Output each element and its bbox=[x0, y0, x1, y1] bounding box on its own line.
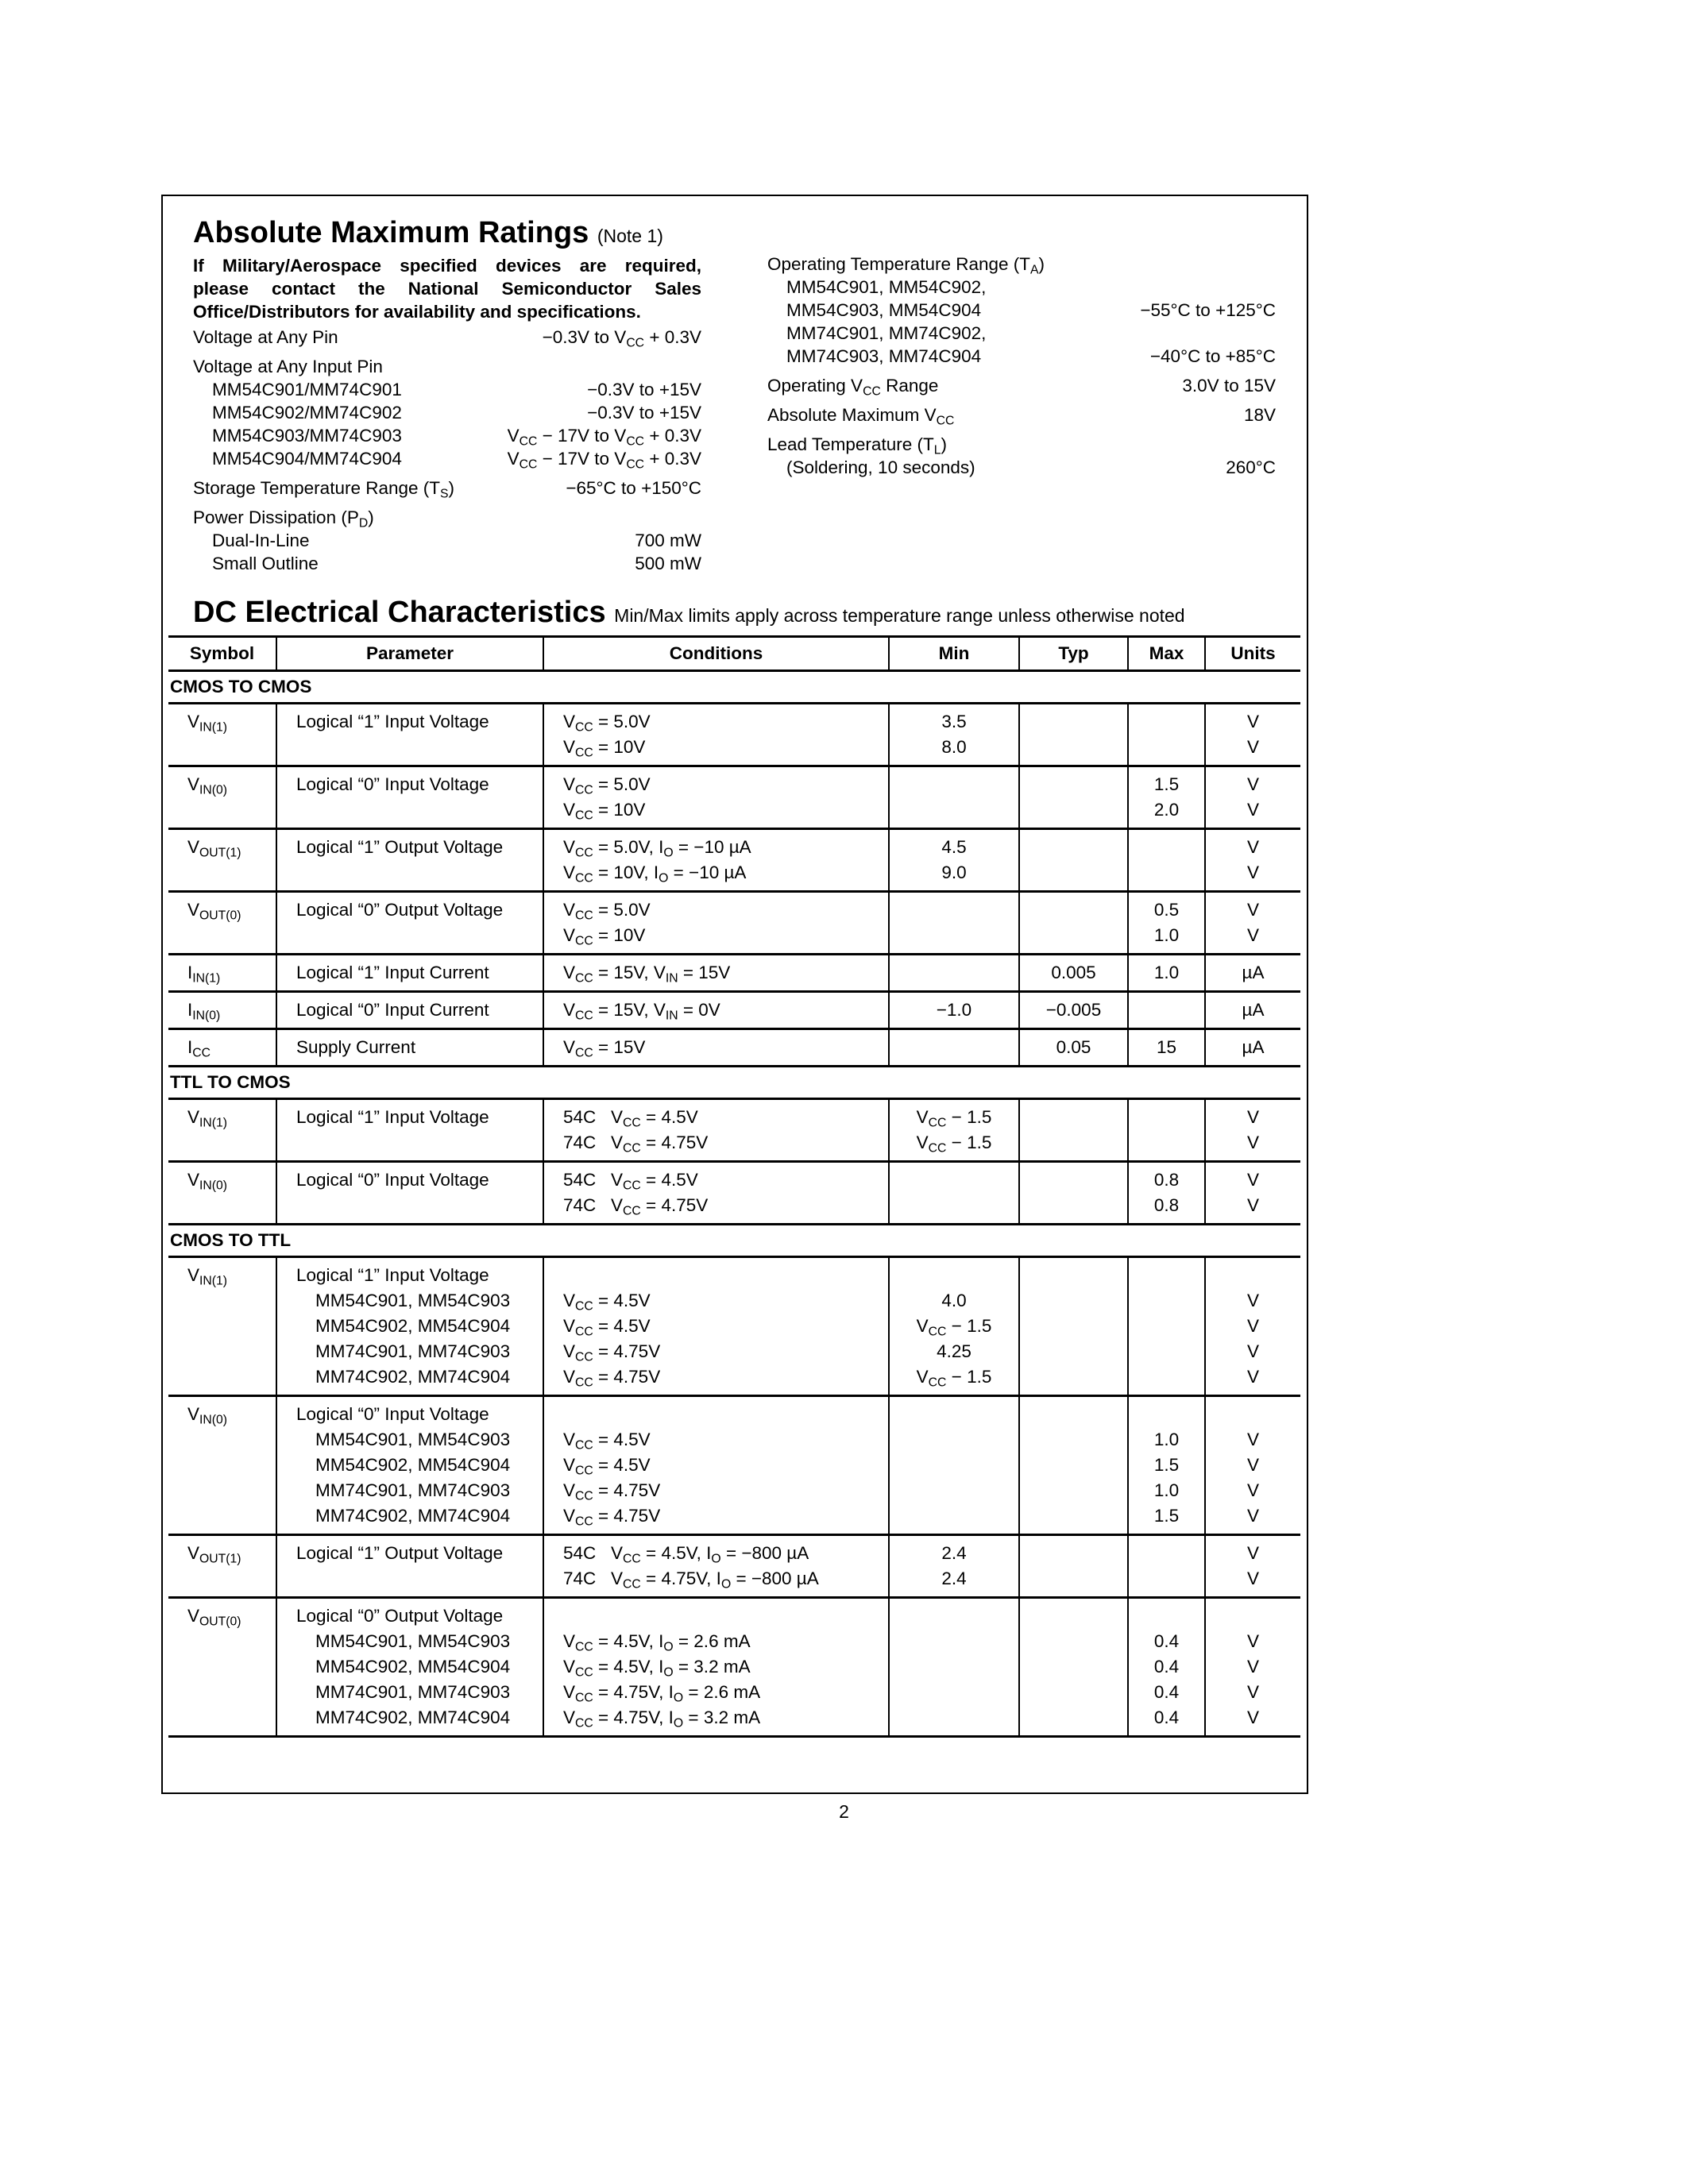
typ-cell bbox=[1019, 1396, 1128, 1535]
rating-label: (Soldering, 10 seconds) bbox=[786, 457, 975, 477]
min-cell: 2.4 2.4 bbox=[889, 1535, 1019, 1598]
units-cell: V V bbox=[1205, 829, 1300, 892]
units-cell: V V V V bbox=[1205, 1257, 1300, 1396]
units-cell: µA bbox=[1205, 1029, 1300, 1067]
symbol-cell: $V_{OUT(1)}$ bbox=[168, 829, 276, 892]
min-cell: 4.5 9.0 bbox=[889, 829, 1019, 892]
units-cell: V V V V bbox=[1205, 1598, 1300, 1737]
rating-value: 700 mW bbox=[635, 531, 701, 550]
max-cell: 0.4 0.4 0.4 0.4 bbox=[1128, 1598, 1205, 1737]
units-cell: V V bbox=[1205, 892, 1300, 955]
max-cell: 1.5 2.0 bbox=[1128, 766, 1205, 829]
rating-label: Voltage at Any Pin bbox=[193, 327, 338, 347]
symbol-cell: $V_{IN(0)}$ bbox=[168, 766, 276, 829]
mil-line: If Military/Aerospace specified devices are required, bbox=[193, 256, 701, 276]
symbol-cell: $V_{OUT(1)}$ bbox=[168, 1535, 276, 1598]
conditions-cell: $V_{CC} = 15V$ bbox=[543, 1029, 889, 1067]
typ-cell bbox=[1019, 829, 1128, 892]
section-row bbox=[168, 671, 1300, 704]
rating-value: $V_{CC} - 17V$ to $V_{CC} + 0.3V$ bbox=[507, 426, 701, 449]
header-units: Units bbox=[1205, 637, 1300, 671]
min-cell: 3.5 8.0 bbox=[889, 704, 1019, 766]
rating-label: MM54C903/MM74C903 bbox=[212, 426, 402, 446]
parameter-cell: Logical “1” Input Voltage bbox=[276, 1099, 543, 1162]
conditions-cell: $V_{CC} = 4.5V$ $V_{CC} = 4.5V$ $V_{CC} = 4.75V$ $V_{CC} = 4.75V$ bbox=[543, 1396, 889, 1535]
rating-label: Storage Temperature Range $(T_S)$ bbox=[193, 478, 455, 501]
rating-label: Voltage at Any Input Pin bbox=[193, 357, 383, 376]
rating-value: −0.3V to +15V bbox=[587, 380, 701, 399]
rating-label: MM74C901, MM74C902, bbox=[786, 323, 987, 343]
min-cell bbox=[889, 1396, 1019, 1535]
typ-cell: 0.05 bbox=[1019, 1029, 1128, 1067]
table-row bbox=[168, 766, 1300, 829]
units-cell: V V bbox=[1205, 704, 1300, 766]
section-title: CMOS TO TTL bbox=[168, 1225, 1300, 1257]
section-title: CMOS TO CMOS bbox=[168, 671, 1300, 704]
conditions-cell: $V_{CC} = 5.0V$ $V_{CC} = 10V$ bbox=[543, 892, 889, 955]
rating-value: −40°C to +85°C bbox=[1149, 346, 1276, 366]
absolute-maximum-ratings-title: Absolute Maximum Ratings (Note 1) bbox=[193, 216, 663, 249]
table-row bbox=[168, 992, 1300, 1029]
typ-cell: −0.005 bbox=[1019, 992, 1128, 1029]
header-min: Min bbox=[889, 637, 1019, 671]
parameter-cell: Logical “0” Output Voltage MM54C901, MM54C903 MM54C902, MM54C904 MM74C901, MM74C903 MM74C902, MM74C904 bbox=[276, 1598, 543, 1737]
symbol-cell: $V_{OUT(0)}$ bbox=[168, 1598, 276, 1737]
page-number: 2 bbox=[839, 1801, 849, 1822]
max-cell bbox=[1128, 992, 1205, 1029]
parameter-cell: Logical “0” Output Voltage bbox=[276, 892, 543, 955]
symbol-cell: $V_{IN(0)}$ bbox=[168, 1162, 276, 1225]
units-cell: V V bbox=[1205, 1535, 1300, 1598]
symbol-cell: $V_{OUT(0)}$ bbox=[168, 892, 276, 955]
military-aerospace-notice bbox=[193, 254, 701, 323]
units-cell: µA bbox=[1205, 992, 1300, 1029]
rating-value: −65°C to +150°C bbox=[566, 478, 701, 498]
min-cell bbox=[889, 955, 1019, 992]
units-cell: V V V V bbox=[1205, 1396, 1300, 1535]
rating-label: MM54C902/MM74C902 bbox=[212, 403, 402, 423]
units-cell: µA bbox=[1205, 955, 1300, 992]
max-cell bbox=[1128, 829, 1205, 892]
max-cell bbox=[1128, 1535, 1205, 1598]
header-conditions: Conditions bbox=[543, 637, 889, 671]
header-max: Max bbox=[1128, 637, 1205, 671]
max-cell bbox=[1128, 704, 1205, 766]
min-cell bbox=[889, 892, 1019, 955]
max-cell: 1.0 bbox=[1128, 955, 1205, 992]
section-title: TTL TO CMOS bbox=[168, 1067, 1300, 1099]
conditions-cell: $V_{CC} = 4.5V$ $V_{CC} = 4.5V$ $V_{CC} = 4.75V$ $V_{CC} = 4.75V$ bbox=[543, 1257, 889, 1396]
units-cell: V V bbox=[1205, 1162, 1300, 1225]
max-cell bbox=[1128, 1099, 1205, 1162]
min-cell: 4.0 $V_{CC} - 1.5$ 4.25 $V_{CC} - 1.5$ bbox=[889, 1257, 1019, 1396]
header-typ: Typ bbox=[1019, 637, 1128, 671]
rating-label: MM54C901/MM74C901 bbox=[212, 380, 402, 399]
max-cell: 0.5 1.0 bbox=[1128, 892, 1205, 955]
rating-label: Absolute Maximum $V_{CC}$ bbox=[767, 405, 955, 428]
dc-characteristics-title: DC Electrical Characteristics Min/Max limits apply across temperature range unless otherwise noted bbox=[193, 596, 1185, 629]
min-cell bbox=[889, 1162, 1019, 1225]
conditions-cell: $V_{CC} = 15V$, $V_{IN} = 0V$ bbox=[543, 992, 889, 1029]
parameter-cell: Logical “1” Input Voltage MM54C901, MM54C903 MM54C902, MM54C904 MM74C901, MM74C903 MM74C902, MM74C904 bbox=[276, 1257, 543, 1396]
header-parameter: Parameter bbox=[276, 637, 543, 671]
conditions-cell: $V_{CC} = 5.0V$, $I_O = -10$ µA $V_{CC} = 10V$, $I_O = -10$ µA bbox=[543, 829, 889, 892]
typ-cell bbox=[1019, 766, 1128, 829]
conditions-cell: $V_{CC} = 5.0V$ $V_{CC} = 10V$ bbox=[543, 766, 889, 829]
table-row bbox=[168, 1162, 1300, 1225]
parameter-cell: Logical “1” Input Voltage bbox=[276, 704, 543, 766]
min-cell bbox=[889, 766, 1019, 829]
rating-value: −55°C to +125°C bbox=[1140, 300, 1276, 320]
rating-value: 18V bbox=[1243, 405, 1276, 425]
table-row bbox=[168, 1535, 1300, 1598]
typ-cell bbox=[1019, 1257, 1128, 1396]
table-row bbox=[168, 892, 1300, 955]
typ-cell bbox=[1019, 1535, 1128, 1598]
table-row bbox=[168, 829, 1300, 892]
parameter-cell: Logical “1” Output Voltage bbox=[276, 1535, 543, 1598]
rating-label: MM54C903, MM54C904 bbox=[786, 300, 982, 320]
units-cell: V V bbox=[1205, 766, 1300, 829]
rating-label: MM54C904/MM74C904 bbox=[212, 449, 402, 469]
symbol-cell: $V_{IN(0)}$ bbox=[168, 1396, 276, 1535]
rating-label: Dual-In-Line bbox=[212, 531, 310, 550]
amr-note: (Note 1) bbox=[597, 226, 663, 246]
max-cell: 1.0 1.5 1.0 1.5 bbox=[1128, 1396, 1205, 1535]
symbol-cell: $I_{IN(1)}$ bbox=[168, 955, 276, 992]
rating-label: Small Outline bbox=[212, 554, 319, 573]
conditions-cell: 54C $V_{CC} = 4.5V$, $I_O = -800$ µA 74C $V_{CC} = 4.75V$, $I_O = -800$ µA bbox=[543, 1535, 889, 1598]
header-symbol: Symbol bbox=[168, 637, 276, 671]
symbol-cell: $I_{IN(0)}$ bbox=[168, 992, 276, 1029]
conditions-cell: $V_{CC} = 15V$, $V_{IN} = 15V$ bbox=[543, 955, 889, 992]
table-row bbox=[168, 1099, 1300, 1162]
typ-cell bbox=[1019, 1162, 1128, 1225]
table-row bbox=[168, 955, 1300, 992]
section-row bbox=[168, 1067, 1300, 1099]
rating-value: 500 mW bbox=[635, 554, 701, 573]
conditions-cell: $V_{CC} = 4.5V$, $I_O = 2.6$ mA $V_{CC} = 4.5V$, $I_O = 3.2$ mA $V_{CC} = 4.75V$, $I_O = 2.6$ mA $V_{CC} = 4.75V$, $I_O = 3.2$ mA bbox=[543, 1598, 889, 1737]
min-cell: $V_{CC} - 1.5$ $V_{CC} - 1.5$ bbox=[889, 1099, 1019, 1162]
table-header-row bbox=[168, 637, 1300, 671]
rating-value: $V_{CC} - 17V$ to $V_{CC} + 0.3V$ bbox=[507, 449, 701, 472]
rating-value: 3.0V to 15V bbox=[1182, 376, 1276, 396]
symbol-cell: $V_{IN(1)}$ bbox=[168, 1099, 276, 1162]
rating-label: Operating Temperature Range $(T_A)$ bbox=[767, 254, 1045, 277]
typ-cell bbox=[1019, 704, 1128, 766]
dc-characteristics-table bbox=[168, 635, 1300, 1738]
rating-label: Power Dissipation $(P_D)$ bbox=[193, 507, 374, 531]
rating-label: MM54C901, MM54C902, bbox=[786, 277, 987, 297]
parameter-cell: Logical “0” Input Current bbox=[276, 992, 543, 1029]
table-row bbox=[168, 1257, 1300, 1396]
rating-label: Operating $V_{CC}$ Range bbox=[767, 376, 939, 399]
max-cell: 15 bbox=[1128, 1029, 1205, 1067]
rating-label: Lead Temperature $(T_L)$ bbox=[767, 434, 947, 457]
mil-line: Office/Distributors for availability and specifications. bbox=[193, 302, 641, 322]
conditions-cell: 54C $V_{CC} = 4.5V$ 74C $V_{CC} = 4.75V$ bbox=[543, 1162, 889, 1225]
typ-cell bbox=[1019, 1099, 1128, 1162]
parameter-cell: Logical “0” Input Voltage MM54C901, MM54C903 MM54C902, MM54C904 MM74C901, MM74C903 MM74C902, MM74C904 bbox=[276, 1396, 543, 1535]
dc-subtitle: Min/Max limits apply across temperature range unless otherwise noted bbox=[614, 605, 1185, 626]
table-row bbox=[168, 704, 1300, 766]
rating-value: 260°C bbox=[1226, 457, 1276, 477]
parameter-cell: Logical “0” Input Voltage bbox=[276, 1162, 543, 1225]
parameter-cell: Logical “1” Input Current bbox=[276, 955, 543, 992]
max-cell bbox=[1128, 1257, 1205, 1396]
symbol-cell: $V_{IN(1)}$ bbox=[168, 1257, 276, 1396]
typ-cell bbox=[1019, 892, 1128, 955]
parameter-cell: Logical “1” Output Voltage bbox=[276, 829, 543, 892]
conditions-cell: $V_{CC} = 5.0V$ $V_{CC} = 10V$ bbox=[543, 704, 889, 766]
section-row bbox=[168, 1225, 1300, 1257]
conditions-cell: 54C $V_{CC} = 4.5V$ 74C $V_{CC} = 4.75V$ bbox=[543, 1099, 889, 1162]
parameter-cell: Supply Current bbox=[276, 1029, 543, 1067]
min-cell bbox=[889, 1029, 1019, 1067]
typ-cell bbox=[1019, 1598, 1128, 1737]
typ-cell: 0.005 bbox=[1019, 955, 1128, 992]
rating-value: −0.3V to $V_{CC} + 0.3V$ bbox=[542, 327, 701, 350]
min-cell bbox=[889, 1598, 1019, 1737]
rating-value: −0.3V to +15V bbox=[587, 403, 701, 423]
parameter-cell: Logical “0” Input Voltage bbox=[276, 766, 543, 829]
rating-label: MM74C903, MM74C904 bbox=[786, 346, 982, 366]
min-cell: −1.0 bbox=[889, 992, 1019, 1029]
table-row bbox=[168, 1396, 1300, 1535]
table-row bbox=[168, 1029, 1300, 1067]
symbol-cell: $I_{CC}$ bbox=[168, 1029, 276, 1067]
mil-line: please contact the National Semiconductor Sales bbox=[193, 279, 701, 299]
symbol-cell: $V_{IN(1)}$ bbox=[168, 704, 276, 766]
max-cell: 0.8 0.8 bbox=[1128, 1162, 1205, 1225]
units-cell: V V bbox=[1205, 1099, 1300, 1162]
table-row bbox=[168, 1598, 1300, 1737]
